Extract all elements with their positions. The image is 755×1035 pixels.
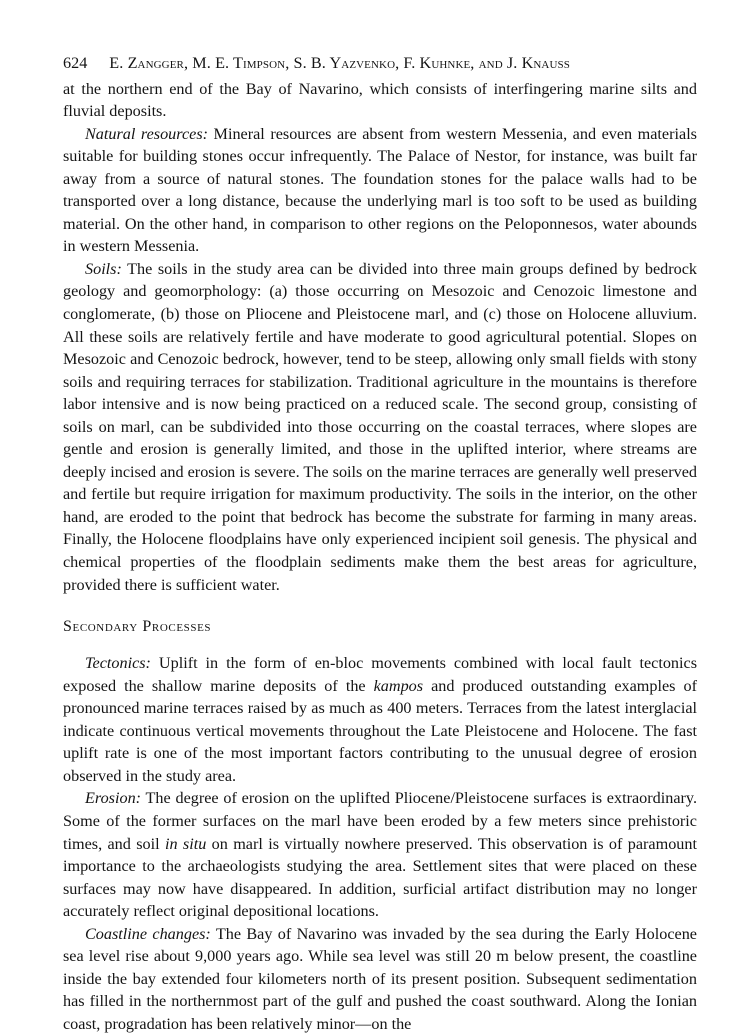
natural-resources-paragraph <box>63 123 697 258</box>
natural-resources-runin: Natural resources: <box>85 124 209 143</box>
tectonics-text-b: and produced outstanding examples of pronounced marine terraces raised by as much as 400 meters. Terraces from the latest interglacial indicate continuous vertical movements throughout the Late Pleistocene and Holocene. The fast uplift rate is one of the most important factors contributing to the unusual degree of erosion observed in the study area. <box>63 676 697 785</box>
page-number: 624 <box>63 54 88 72</box>
erosion-text-a: The degree of erosion on the uplifted Pliocene/Pleistocene surfaces is extraordinary. Some of the former surfaces on the marl have been eroded by a few meters since prehistoric times, and soil <box>63 789 697 853</box>
soils-runin: Soils: <box>85 259 122 278</box>
coastline-runin: Coastline changes: <box>85 924 211 943</box>
tectonics-italic-term: kampos <box>373 676 424 695</box>
erosion-paragraph <box>63 787 697 922</box>
section-heading: Secondary Processes <box>63 618 212 636</box>
coastline-paragraph <box>63 923 697 1035</box>
erosion-italic-term: in situ <box>164 834 207 853</box>
erosion-runin: Erosion: <box>85 789 142 808</box>
soils-paragraph <box>63 258 697 596</box>
tectonics-paragraph <box>63 652 697 787</box>
tectonics-runin: Tectonics: <box>85 654 151 673</box>
natural-resources-text: Mineral resources are absent from western Messenia, and even materials suitable for building stones occur infrequently. The Palace of Nestor, for instance, was built far away from a source of natural stones. The foundation stones for the palace walls had to be transported over a long distance, because the underlying marl is too soft to be used as building material. On the other hand, in comparison to other regions on the Peloponnesos, water abounds in western Messenia. <box>63 124 697 256</box>
soils-text: The soils in the study area can be divided into three main groups defined by bedrock geology and geomorphology: (a) those occurring on Mesozoic and Cenozoic limestone and conglomerate, (b) those on Pliocene and Pleistocene marl, and (c) those on Holocene alluvium. All these soils are relatively fertile and have moderate to good agricultural potential. Slopes on Mesozoic and Cenozoic bedrock, however, tend to be steep, allowing only small fields with stony soils and requiring terraces for stabilization. Traditional agriculture in the mountains is therefore labor intensive and is now being practiced on a reduced scale. The second group, consisting of soils on marl, can be subdivided into those occurring on the coastal terraces, where slopes are gentle and erosion is generally limited, and those in the uplifted interior, where streams are deeply incised and erosion is severe. The soils on the marine terraces are generally well preserved and fertile but require irrigation for maximum productivity. The soils in the interior, on the other hand, are eroded to the point that bedrock has become the substrate for farming in many areas. Finally, the Holocene floodplains have only experienced incipient soil genesis. The physical and chemical properties of the floodplain sediments make them the best areas for agriculture, provided there is sufficient water. <box>63 259 697 594</box>
running-header <box>63 52 697 75</box>
running-header-authors: E. Zangger, M. E. Timpson, S. B. Yazvenko, F. Kuhnke, and J. Knauss <box>109 54 570 72</box>
intro-paragraph: at the northern end of the Bay of Navarino, which consists of interfingering marine silts and fluvial deposits. <box>63 79 697 121</box>
erosion-text-b: on marl is virtually nowhere preserved. This observation is of paramount importance to the archaeologists studying the area. Settlement sites that were placed on these surfaces may now have disappeared. In addition, surficial artifact distribution may no longer accurately reflect original depositional locations. <box>63 834 697 921</box>
coastline-text: The Bay of Navarino was invaded by the sea during the Early Holocene sea level rise about 9,000 years ago. While sea level was still 20 m below present, the coastline inside the bay extended four kilometers north of its present position. Subsequent sedimentation has filled in the northernmost part of the gulf and pushed the coast southward. Along the Ionian coast, progradation has been relatively minor—on the <box>63 924 697 1033</box>
journal-page <box>63 52 697 1035</box>
tectonics-text-a: Uplift in the form of en-bloc movements combined with local fault tectonics exposed the shallow marine deposits of the <box>63 654 697 695</box>
